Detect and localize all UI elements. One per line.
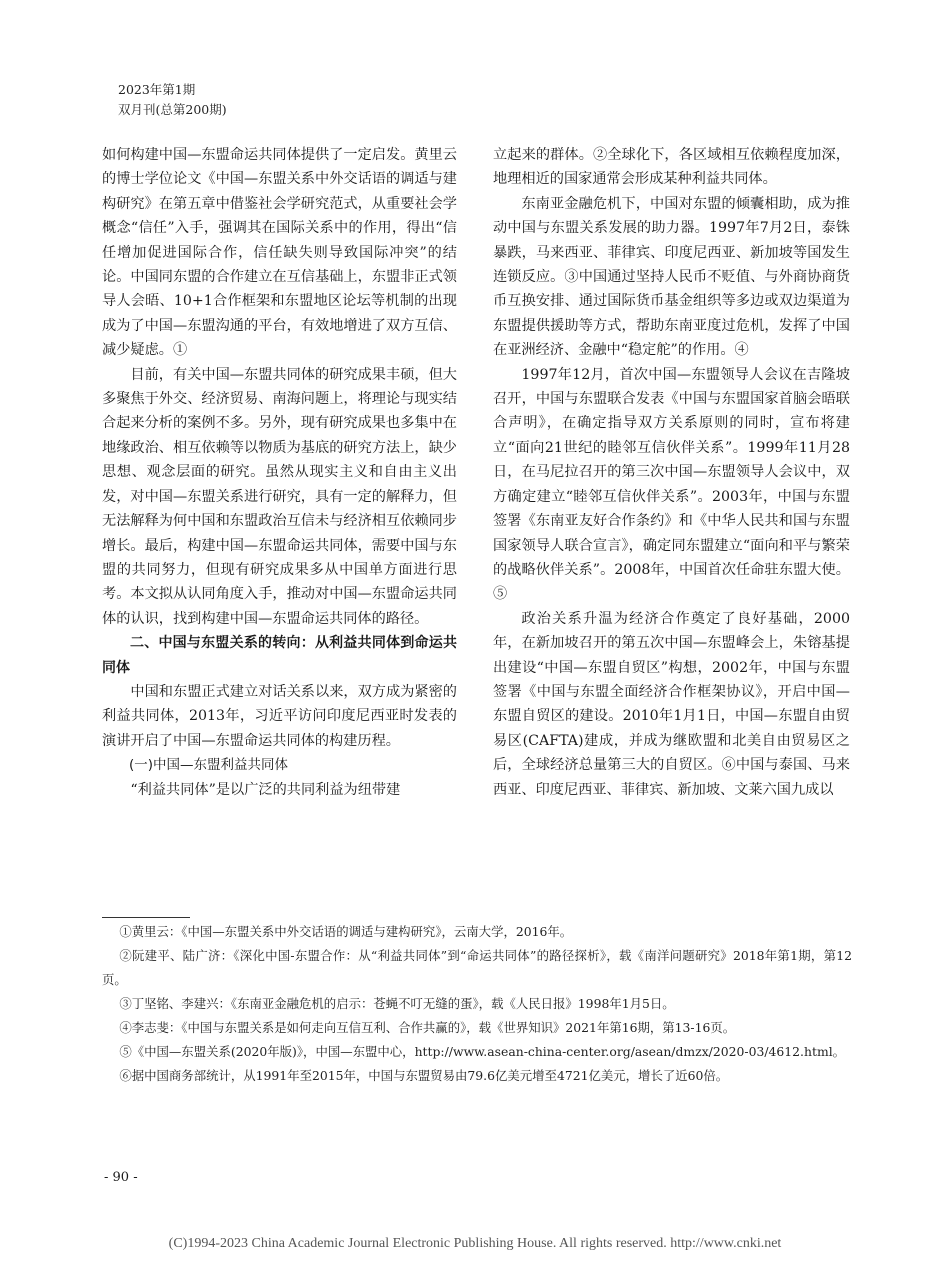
footnote: ①黄里云：《中国—东盟关系中外交话语的调适与建构研究》，云南大学，2016年。 bbox=[119, 924, 573, 939]
paragraph: 中国和东盟正式建立对话关系以来，双方成为紧密的利益共同体，2013年，习近平访问印度尼西亚时发表的演讲开启了中国—东盟命运共同体的构建历程。 bbox=[102, 683, 457, 749]
footnote: ②阮建平、陆广济：《深化中国-东盟合作：从“利益共同体”到“命运共同体”的路径探析》，载《南洋问题研究》2018年第1期，第12页。 bbox=[102, 948, 852, 987]
paragraph: “利益共同体”是以广泛的共同利益为纽带建 bbox=[130, 781, 401, 798]
section-heading: 二、中国与东盟关系的转向：从利益共同体到命运共同体 bbox=[102, 635, 457, 676]
footnote: ③丁坚铭、李建兴：《东南亚金融危机的启示：苍蝇不叮无缝的蛋》，载《人民日报》1998年1月5日。 bbox=[119, 996, 675, 1011]
footnote: ④李志斐：《中国与东盟关系是如何走向互信互利、合作共赢的》，载《世界知识》2021年第16期，第13-16页。 bbox=[119, 1020, 736, 1035]
footnote: ⑤《中国—东盟关系(2020年版)》，中国—东盟中心，http://www.asean-china-center.org/asean/dmzx/2020-03/4612.html。 bbox=[119, 1044, 846, 1059]
paragraph: 立起来的群体。②全球化下，各区域相互依赖程度加深，地理相近的国家通常会形成某种利益共同体。 bbox=[493, 147, 850, 188]
copyright-footer: (C)1994-2023 China Academic Journal Electronic Publishing House. All rights reserved. http://www.cnki.net bbox=[168, 1236, 782, 1251]
footnotes bbox=[102, 920, 852, 1088]
paragraph: 东南亚金融危机下，中国对东盟的倾囊相助，成为推动中国与东盟关系发展的助力器。1997年7月2日，泰铢暴跌，马来西亚、菲律宾、印度尼西亚、新加坡等国发生连锁反应。③中国通过坚持人民币不贬值、与外商协商货币互换安排、通过国际货币基金组织等多边或双边渠道为东盟提供援助等方式，帮助东南亚度过危机，发挥了中国在亚洲经济、金融中“稳定舵”的作用。④ bbox=[493, 195, 850, 359]
paragraph: 目前，有关中国—东盟共同体的研究成果丰硕，但大多聚焦于外交、经济贸易、南海问题上，将理论与现实结合起来分析的案例不多。另外，现有研究成果也多集中在地缘政治、相互依赖等以物质为基底的研究方法上，缺少思想、观念层面的研究。虽然从现实主义和自由主义出发，对中国—东盟关系进行研究，具有一定的解释力，但无法解释为何中国和东盟政治互信未与经济相互依赖同步增长。最后，构建中国—东盟命运共同体，需要中国与东盟的共同努力，但现有研究成果多从中国单方面进行思考。本文拟从认同角度入手，推动对中国—东盟命运共同体的认识，找到构建中国—东盟命运共同体的路径。 bbox=[102, 366, 457, 627]
subsection-heading: (一)中国—东盟利益共同体 bbox=[129, 757, 289, 774]
page-number: - 90 - bbox=[104, 1170, 138, 1185]
left-column bbox=[102, 143, 457, 802]
paragraph: 如何构建中国—东盟命运共同体提供了一定启发。黄里云的博士学位论文《中国—东盟关系中外交话语的调适与建构研究》在第五章中借鉴社会学研究范式，从重要社会学概念“信任”入手，强调其在国际关系中的作用，得出“信任增加促进国际合作，信任缺失则导致国际冲突”的结论。中国同东盟的合作建立在互信基础上，东盟非正式领导人会晤、10+1合作框架和东盟地区论坛等机制的出现成为了中国—东盟沟通的平台，有效地增进了双方互信、减少疑虑。① bbox=[102, 147, 457, 359]
issue-line: 2023年第1期 bbox=[118, 82, 196, 97]
journal-header bbox=[118, 80, 227, 120]
paragraph: 政治关系升温为经济合作奠定了良好基础，2000年，在新加坡召开的第五次中国—东盟峰会上，朱镕基提出建设“中国—东盟自贸区”构想，2002年，中国与东盟签署《中国与东盟全面经济合作框架协议》，开启中国—东盟自贸区的建设。2010年1月1日，中国—东盟自由贸易区(CAFTA)建成，并成为继欧盟和北美自由贸易区之后，全球经济总量第三大的自贸区。⑥中国与泰国、马来西亚、印度尼西亚、菲律宾、新加坡、文莱六国九成以 bbox=[493, 610, 850, 798]
footnote-divider bbox=[102, 917, 190, 918]
volume-line: 双月刊(总第200期) bbox=[118, 102, 227, 117]
paragraph: 1997年12月，首次中国—东盟领导人会议在吉隆坡召开，中国与东盟联合发表《中国与东盟国家首脑会晤联合声明》，在确定指导双方关系原则的同时，宣布将建立“面向21世纪的睦邻互信伙伴关系”。1999年11月28日，在马尼拉召开的第三次中国—东盟领导人会议中，双方确定建立“睦邻互信伙伴关系”。2003年，中国与东盟签署《东南亚友好合作条约》和《中华人民共和国与东盟国家领导人联合宣言》，确定同东盟建立“面向和平与繁荣的战略伙伴关系”。2008年，中国首次任命驻东盟大使。⑤ bbox=[493, 366, 850, 603]
footnote: ⑥据中国商务部统计，从1991年至2015年，中国与东盟贸易由79.6亿美元增至4721亿美元，增长了近60倍。 bbox=[119, 1068, 729, 1083]
right-column bbox=[493, 143, 850, 802]
